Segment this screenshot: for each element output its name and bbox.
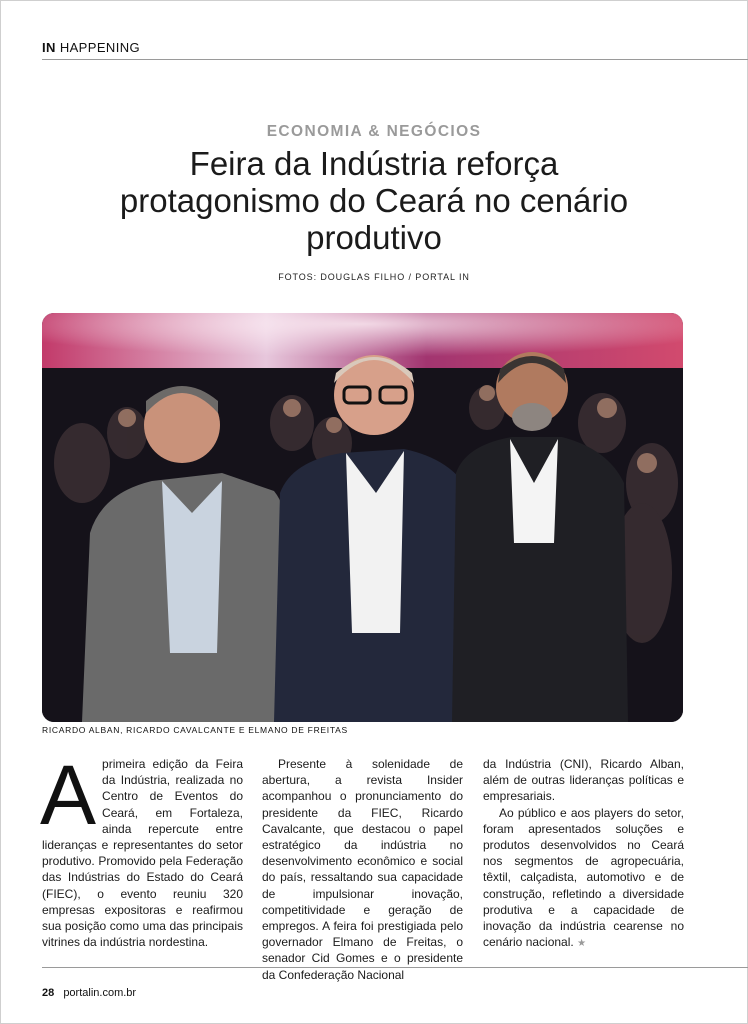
article-column-1 [40,748,243,950]
article-kicker: ECONOMIA & NEGÓCIOS [266,123,482,140]
article-column-3 [483,756,684,952]
drop-cap: A [40,748,97,842]
photo-illustration [42,313,683,722]
article-column-2 [262,756,463,983]
page-footer [42,987,136,999]
end-mark-icon: ★ [577,938,587,950]
paragraph-text: Ao público e aos players do setor, foram apresentados soluções e produtos desenvolvidos no Ceará nos segmentos de agropecuária, têxtil, calçadista, automotivo e de construção, refletindo a diversidade produtiva e a capacidade de inovação da indústria cearense no cenário nacional. [483,805,684,950]
article-title: Feira da Indústria reforça protagonismo do Ceará no cenário produtivo [119,145,629,256]
section-label: HAPPENING [59,40,140,55]
brand-label: IN [42,40,56,55]
page-number: 28 [42,987,55,999]
paragraph-text: primeira edição da Feira da Indústria, realizada no Centro de Eventos do Ceará, em Fortaleza, ainda repercute entre lideranças e representantes do setor produtivo. Promovido pela Federação das Indústrias do Estado do Ceará (FIEC), o evento reuniu 320 empresas expositoras e reafirmou sua posição como uma das principais vitrines da indústria nordestina. [42,757,243,950]
paragraph-text: da Indústria (CNI), Ricardo Alban, além de outras lideranças políticas e empresariais. [483,757,684,804]
paragraph-text: Presente à solenidade de abertura, a revista Insider acompanhou o pronunciamento do presidente da FIEC, Ricardo Cavalcante, que destacou o papel estratégico da indústria no desenvolvimento econômico e social do país, ressaltando sua capacidade de impulsionar inovação, competitividade e geração de empregos. A feira foi prestigiada pelo governador Elmano de Freitas, o senador Cid Gomes e o presidente da Confederação Nacional [262,757,463,982]
paragraph [483,805,684,953]
article-photo [42,313,683,722]
header-divider [42,59,748,60]
section-header [42,40,140,55]
photo-caption: RICARDO ALBAN, RICARDO CAVALCANTE E ELMANO DE FREITAS [42,725,348,735]
photo-credit: FOTOS: DOUGLAS FILHO / PORTAL IN [278,272,470,282]
paragraph [40,748,243,950]
footer-site: portalin.com.br [63,987,137,999]
footer-divider [42,967,748,968]
